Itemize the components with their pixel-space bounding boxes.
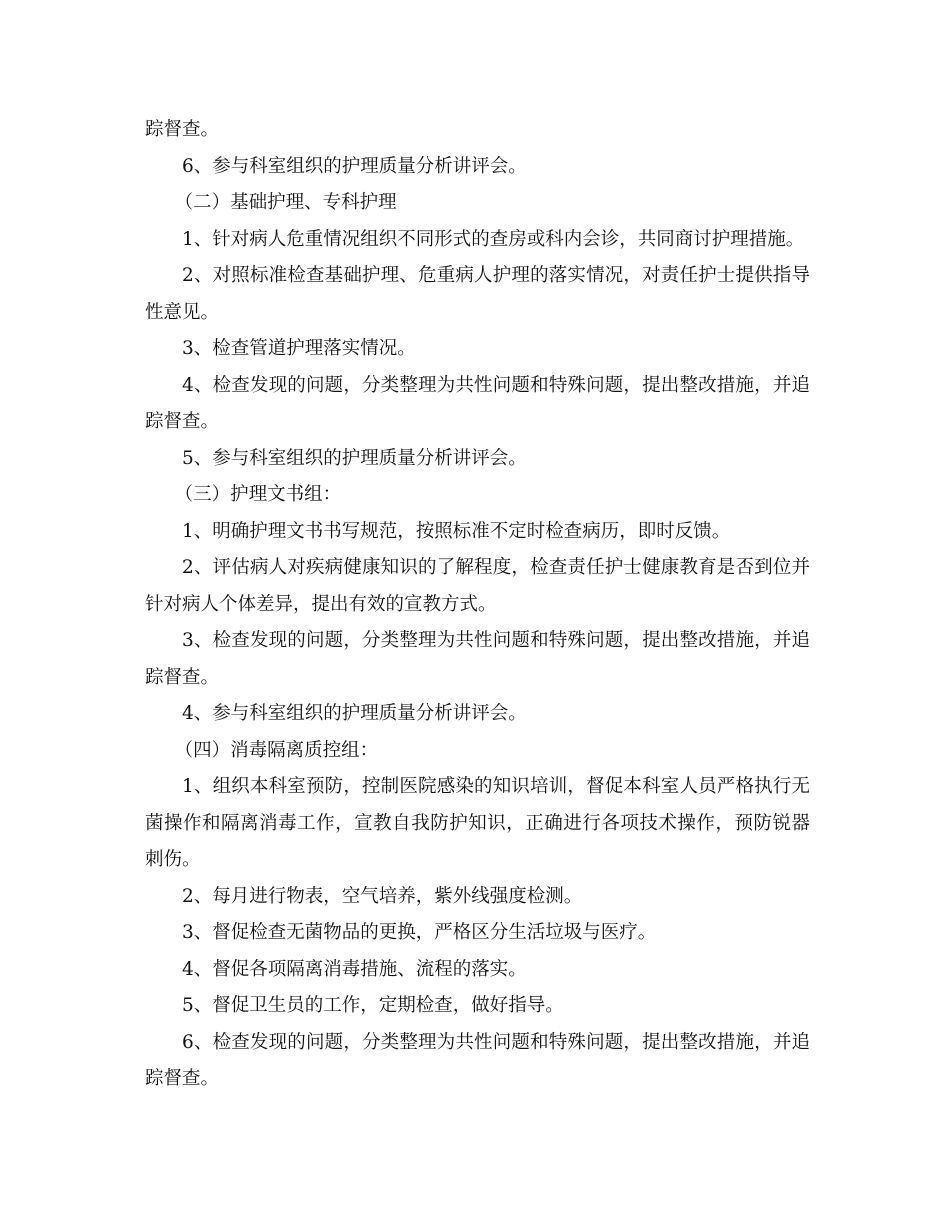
paragraph-item: 1、组织本科室预防，控制医院感染的知识培训，督促本科室人员严格执行无菌操作和隔离消毒工作，宣教自我防护知识，正确进行各项技术操作，预防锐器刺伤。 xyxy=(145,776,810,870)
paragraph-item: 6、检查发现的问题，分类整理为共性问题和特殊问题，提出整改措施，并追踪督查。 xyxy=(145,1031,810,1089)
paragraph-item: 2、每月进行物表，空气培养，紫外线强度检测。 xyxy=(182,885,583,907)
paragraph-item: 5、参与科室组织的护理质量分析讲评会。 xyxy=(182,447,527,469)
paragraph-item: 2、评估病人对疾病健康知识的了解程度，检查责任护士健康教育是否到位并针对病人个体差异，提出有效的宣教方式。 xyxy=(145,557,810,615)
paragraph-item: 6、参与科室组织的护理质量分析讲评会。 xyxy=(182,155,527,177)
document-body xyxy=(145,112,810,1098)
paragraph-item: 4、检查发现的问题，分类整理为共性问题和特殊问题，提出整改措施，并追踪督查。 xyxy=(145,374,810,432)
paragraph-item: 3、检查管道护理落实情况。 xyxy=(182,338,416,359)
paragraph-item: 4、参与科室组织的护理质量分析讲评会。 xyxy=(182,703,527,724)
section-heading-basic-nursing: （二）基础护理、专科护理 xyxy=(174,192,397,213)
section-heading-nursing-documents: （三）护理文书组： xyxy=(174,484,342,505)
paragraph-item: 2、对照标准检查基础护理、危重病人护理的落实情况，对责任护士提供指导性意见。 xyxy=(145,265,810,323)
paragraph-item: 3、检查发现的问题，分类整理为共性问题和特殊问题，提出整改措施，并追踪督查。 xyxy=(145,630,810,688)
paragraph-continuation: 踪督查。 xyxy=(145,119,220,140)
section-heading-disinfection-isolation: （四）消毒隔离质控组： xyxy=(174,739,379,761)
paragraph-item: 1、明确护理文书书写规范，按照标准不定时检查病历，即时反馈。 xyxy=(182,520,731,542)
paragraph-item: 4、督促各项隔离消毒措施、流程的落实。 xyxy=(182,958,527,980)
paragraph-item: 5、督促卫生员的工作，定期检查，做好指导。 xyxy=(182,995,564,1016)
paragraph-item: 1、针对病人危重情况组织不同形式的查房或科内会诊，共同商讨护理措施。 xyxy=(182,228,805,250)
paragraph-item: 3、督促检查无菌物品的更换，严格区分生活垃圾与医疗。 xyxy=(182,922,657,943)
